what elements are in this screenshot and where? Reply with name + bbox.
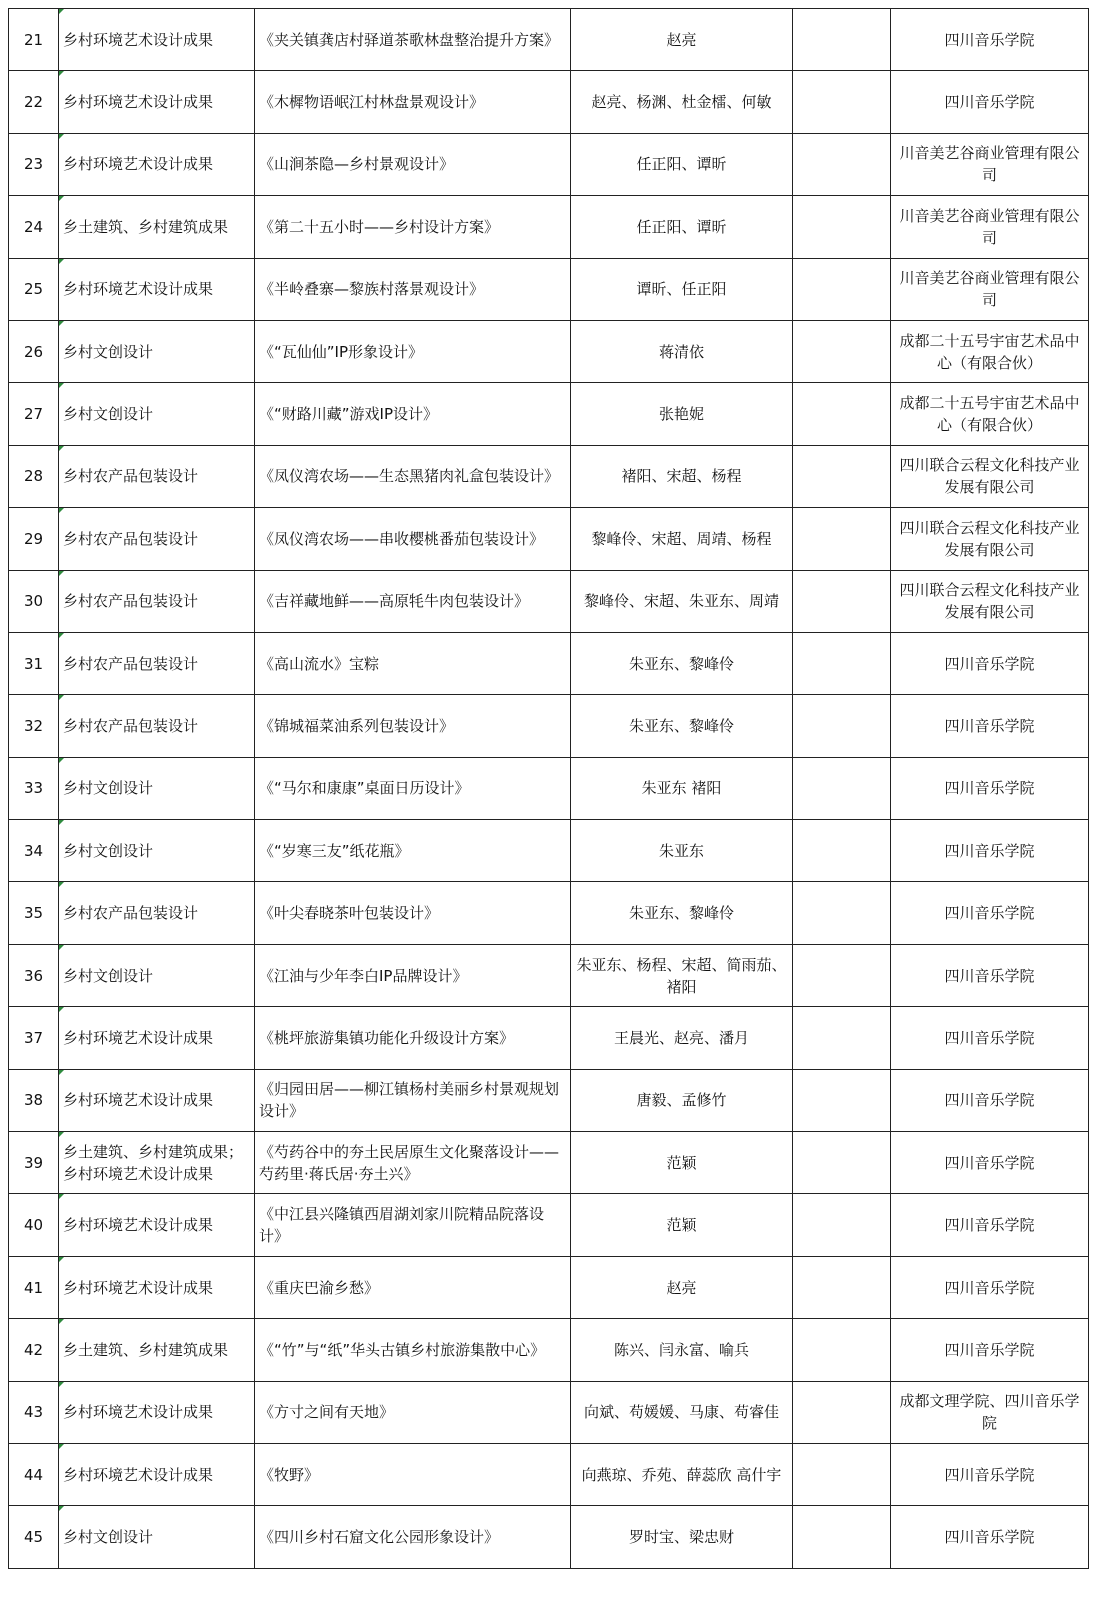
row-title: 《四川乡村石窟文化公园形象设计》 [255, 1506, 571, 1568]
row-organization: 四川音乐学院 [891, 1069, 1089, 1131]
table-row [9, 383, 1089, 445]
row-authors: 朱亚东、黎峰伶 [571, 695, 793, 757]
row-authors: 向燕琼、乔苑、薛蕊欣 高什宇 [571, 1443, 793, 1505]
table-row [9, 9, 1089, 71]
row-authors: 朱亚东 [571, 820, 793, 882]
row-category: 乡村农产品包装设计 [59, 445, 255, 507]
row-number: 26 [9, 320, 59, 382]
row-empty-cell [793, 1506, 891, 1568]
table-row [9, 1069, 1089, 1131]
row-authors: 范颖 [571, 1132, 793, 1194]
row-number: 22 [9, 71, 59, 133]
row-authors: 陈兴、闫永富、喻兵 [571, 1319, 793, 1381]
row-category: 乡村环境艺术设计成果 [59, 1194, 255, 1256]
row-empty-cell [793, 695, 891, 757]
row-organization: 成都文理学院、四川音乐学院 [891, 1381, 1089, 1443]
row-number: 32 [9, 695, 59, 757]
row-organization: 成都二十五号宇宙艺术品中心（有限合伙） [891, 320, 1089, 382]
table-row [9, 944, 1089, 1006]
row-empty-cell [793, 196, 891, 258]
row-category: 乡村环境艺术设计成果 [59, 1256, 255, 1318]
table-row [9, 258, 1089, 320]
row-organization: 四川联合云程文化科技产业发展有限公司 [891, 508, 1089, 570]
row-number: 23 [9, 133, 59, 195]
table-row [9, 1381, 1089, 1443]
row-authors: 朱亚东 褚阳 [571, 757, 793, 819]
row-number: 45 [9, 1506, 59, 1568]
row-organization: 四川联合云程文化科技产业发展有限公司 [891, 445, 1089, 507]
row-number: 34 [9, 820, 59, 882]
award-table [8, 8, 1089, 1569]
row-organization: 四川音乐学院 [891, 1007, 1089, 1069]
row-title: 《重庆巴渝乡愁》 [255, 1256, 571, 1318]
row-title: 《锦城福菜油系列包装设计》 [255, 695, 571, 757]
row-category: 乡村环境艺术设计成果 [59, 258, 255, 320]
row-authors: 唐毅、孟修竹 [571, 1069, 793, 1131]
row-category: 乡村环境艺术设计成果 [59, 1069, 255, 1131]
row-title: 《第二十五小时——乡村设计方案》 [255, 196, 571, 258]
row-number: 40 [9, 1194, 59, 1256]
row-title: 《吉祥藏地鲜——高原牦牛肉包装设计》 [255, 570, 571, 632]
row-title: 《江油与少年李白IP品牌设计》 [255, 944, 571, 1006]
row-organization: 川音美艺谷商业管理有限公司 [891, 258, 1089, 320]
row-category: 乡村文创设计 [59, 383, 255, 445]
row-title: 《中江县兴隆镇西眉湖刘家川院精品院落设计》 [255, 1194, 571, 1256]
row-title: 《夹关镇龚店村驿道茶歌林盘整治提升方案》 [255, 9, 571, 71]
row-category: 乡村文创设计 [59, 1506, 255, 1568]
row-organization: 四川音乐学院 [891, 1132, 1089, 1194]
row-empty-cell [793, 133, 891, 195]
row-number: 27 [9, 383, 59, 445]
row-title: 《高山流水》宝粽 [255, 632, 571, 694]
row-title: 《木樨物语岷江村林盘景观设计》 [255, 71, 571, 133]
row-category: 乡村文创设计 [59, 944, 255, 1006]
row-empty-cell [793, 258, 891, 320]
row-category: 乡村农产品包装设计 [59, 632, 255, 694]
row-title: 《山涧茶隐—乡村景观设计》 [255, 133, 571, 195]
table-body [9, 9, 1089, 1569]
row-title: 《牧野》 [255, 1443, 571, 1505]
table-row [9, 133, 1089, 195]
row-title: 《“竹”与“纸”华头古镇乡村旅游集散中心》 [255, 1319, 571, 1381]
row-category: 乡村文创设计 [59, 320, 255, 382]
table-row [9, 196, 1089, 258]
row-number: 41 [9, 1256, 59, 1318]
table-row [9, 1256, 1089, 1318]
row-number: 35 [9, 882, 59, 944]
row-authors: 赵亮 [571, 1256, 793, 1318]
row-number: 24 [9, 196, 59, 258]
row-authors: 黎峰伶、宋超、朱亚东、周靖 [571, 570, 793, 632]
row-organization: 四川音乐学院 [891, 944, 1089, 1006]
row-authors: 向斌、苟媛媛、马康、苟睿佳 [571, 1381, 793, 1443]
row-authors: 蒋清依 [571, 320, 793, 382]
row-number: 33 [9, 757, 59, 819]
table-row [9, 1194, 1089, 1256]
row-authors: 任正阳、谭昕 [571, 133, 793, 195]
row-title: 《芍药谷中的夯土民居原生文化聚落设计——芍药里·蒋氏居·夯土兴》 [255, 1132, 571, 1194]
row-category: 乡土建筑、乡村建筑成果 [59, 196, 255, 258]
table-row [9, 1007, 1089, 1069]
row-empty-cell [793, 1132, 891, 1194]
row-empty-cell [793, 71, 891, 133]
row-empty-cell [793, 1194, 891, 1256]
row-category: 乡土建筑、乡村建筑成果；乡村环境艺术设计成果 [59, 1132, 255, 1194]
row-title: 《归园田居——柳江镇杨村美丽乡村景观规划设计》 [255, 1069, 571, 1131]
table-row [9, 508, 1089, 570]
row-category: 乡村环境艺术设计成果 [59, 133, 255, 195]
row-empty-cell [793, 9, 891, 71]
row-organization: 四川音乐学院 [891, 1319, 1089, 1381]
table-row [9, 320, 1089, 382]
row-title: 《桃坪旅游集镇功能化升级设计方案》 [255, 1007, 571, 1069]
row-title: 《“岁寒三友”纸花瓶》 [255, 820, 571, 882]
row-number: 28 [9, 445, 59, 507]
row-category: 乡村农产品包装设计 [59, 882, 255, 944]
row-title: 《凤仪湾农场——串收樱桃番茄包装设计》 [255, 508, 571, 570]
row-category: 乡村农产品包装设计 [59, 570, 255, 632]
table-row [9, 695, 1089, 757]
row-empty-cell [793, 1381, 891, 1443]
table-row [9, 71, 1089, 133]
row-authors: 赵亮 [571, 9, 793, 71]
row-number: 42 [9, 1319, 59, 1381]
row-number: 43 [9, 1381, 59, 1443]
row-category: 乡村环境艺术设计成果 [59, 1381, 255, 1443]
row-empty-cell [793, 632, 891, 694]
row-organization: 四川音乐学院 [891, 71, 1089, 133]
row-empty-cell [793, 1443, 891, 1505]
row-organization: 四川音乐学院 [891, 1443, 1089, 1505]
row-category: 乡村环境艺术设计成果 [59, 1007, 255, 1069]
row-number: 31 [9, 632, 59, 694]
table-row [9, 820, 1089, 882]
row-category: 乡村环境艺术设计成果 [59, 9, 255, 71]
table-row [9, 1319, 1089, 1381]
row-organization: 四川音乐学院 [891, 757, 1089, 819]
row-organization: 四川音乐学院 [891, 1506, 1089, 1568]
row-authors: 罗时宝、梁忠财 [571, 1506, 793, 1568]
row-organization: 四川音乐学院 [891, 1256, 1089, 1318]
row-number: 30 [9, 570, 59, 632]
row-empty-cell [793, 1256, 891, 1318]
row-number: 36 [9, 944, 59, 1006]
table-row [9, 570, 1089, 632]
row-category: 乡村环境艺术设计成果 [59, 1443, 255, 1505]
row-organization: 四川联合云程文化科技产业发展有限公司 [891, 570, 1089, 632]
row-authors: 黎峰伶、宋超、周靖、杨程 [571, 508, 793, 570]
row-authors: 谭昕、任正阳 [571, 258, 793, 320]
row-organization: 四川音乐学院 [891, 9, 1089, 71]
row-empty-cell [793, 445, 891, 507]
row-empty-cell [793, 820, 891, 882]
table-row [9, 1132, 1089, 1194]
row-category: 乡村农产品包装设计 [59, 695, 255, 757]
row-empty-cell [793, 1069, 891, 1131]
row-authors: 张艳妮 [571, 383, 793, 445]
row-number: 25 [9, 258, 59, 320]
row-number: 21 [9, 9, 59, 71]
row-organization: 成都二十五号宇宙艺术品中心（有限合伙） [891, 383, 1089, 445]
row-title: 《“财路川藏”游戏IP设计》 [255, 383, 571, 445]
row-category: 乡土建筑、乡村建筑成果 [59, 1319, 255, 1381]
row-title: 《凤仪湾农场——生态黑猪肉礼盒包装设计》 [255, 445, 571, 507]
row-authors: 赵亮、杨渊、杜金檑、何敏 [571, 71, 793, 133]
row-empty-cell [793, 320, 891, 382]
row-authors: 朱亚东、黎峰伶 [571, 632, 793, 694]
table-row [9, 1443, 1089, 1505]
row-category: 乡村文创设计 [59, 820, 255, 882]
row-organization: 四川音乐学院 [891, 695, 1089, 757]
row-empty-cell [793, 570, 891, 632]
row-number: 29 [9, 508, 59, 570]
table-row [9, 1506, 1089, 1568]
row-organization: 四川音乐学院 [891, 632, 1089, 694]
table-row [9, 632, 1089, 694]
row-title: 《方寸之间有天地》 [255, 1381, 571, 1443]
row-title: 《半岭叠寨—黎族村落景观设计》 [255, 258, 571, 320]
row-organization: 四川音乐学院 [891, 820, 1089, 882]
row-empty-cell [793, 383, 891, 445]
row-authors: 朱亚东、杨程、宋超、简雨茄、褚阳 [571, 944, 793, 1006]
row-organization: 川音美艺谷商业管理有限公司 [891, 133, 1089, 195]
row-category: 乡村农产品包装设计 [59, 508, 255, 570]
row-category: 乡村环境艺术设计成果 [59, 71, 255, 133]
row-empty-cell [793, 882, 891, 944]
row-organization: 四川音乐学院 [891, 882, 1089, 944]
row-empty-cell [793, 757, 891, 819]
row-number: 37 [9, 1007, 59, 1069]
row-title: 《“马尔和康康”桌面日历设计》 [255, 757, 571, 819]
row-organization: 四川音乐学院 [891, 1194, 1089, 1256]
row-empty-cell [793, 1007, 891, 1069]
row-title: 《“瓦仙仙”IP形象设计》 [255, 320, 571, 382]
award-list-sheet [8, 8, 1088, 1569]
row-authors: 范颖 [571, 1194, 793, 1256]
row-number: 44 [9, 1443, 59, 1505]
row-number: 39 [9, 1132, 59, 1194]
row-category: 乡村文创设计 [59, 757, 255, 819]
table-row [9, 445, 1089, 507]
row-empty-cell [793, 508, 891, 570]
row-authors: 王晨光、赵亮、潘月 [571, 1007, 793, 1069]
row-authors: 任正阳、谭昕 [571, 196, 793, 258]
row-organization: 川音美艺谷商业管理有限公司 [891, 196, 1089, 258]
table-row [9, 757, 1089, 819]
row-title: 《叶尖春晓茶叶包装设计》 [255, 882, 571, 944]
row-empty-cell [793, 1319, 891, 1381]
row-authors: 褚阳、宋超、杨程 [571, 445, 793, 507]
row-authors: 朱亚东、黎峰伶 [571, 882, 793, 944]
row-empty-cell [793, 944, 891, 1006]
row-number: 38 [9, 1069, 59, 1131]
table-row [9, 882, 1089, 944]
